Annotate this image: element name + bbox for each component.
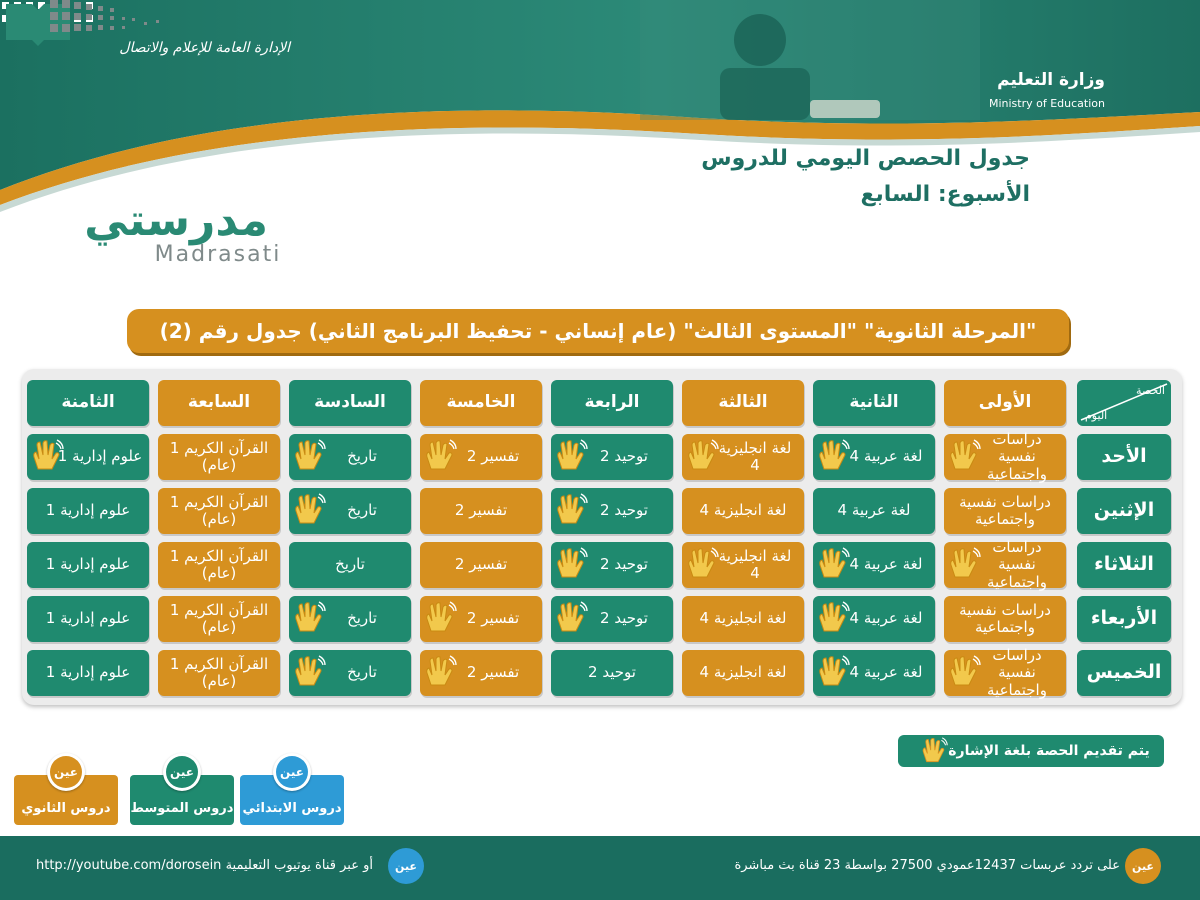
madrasati-name-arabic: مدرستي: [84, 195, 268, 246]
lesson-cell[interactable]: [813, 542, 935, 588]
lesson-subject: توحيد 2: [600, 555, 648, 574]
lesson-subject: دراسات نفسية واجتماعية: [987, 430, 1047, 483]
satellite-frequency-text: على تردد عربسات 12437عمودي 27500 بواسطة 23 قناة بث مباشرة: [734, 858, 1120, 873]
youtube-description: أو عبر قناة يوتيوب التعليمية: [225, 858, 373, 873]
lesson-subject: تاريخ: [335, 555, 365, 574]
lesson-subject: لغة انجليزية 4: [718, 438, 792, 474]
lesson-subject: القرآن الكريم 1 (عام): [169, 438, 269, 474]
day-label: الأربعاء: [1077, 596, 1171, 642]
ein-youtube-logo-icon: عين: [388, 848, 424, 884]
lesson-subject: توحيد 2: [600, 501, 648, 520]
period-header: الثامنة: [27, 380, 149, 426]
ein-channel-logo-icon: عين: [1125, 848, 1161, 884]
youtube-url-link[interactable]: http://youtube.com/dorosein: [36, 858, 222, 873]
stage-banner: [127, 309, 1069, 353]
period-header: الثانية: [813, 380, 935, 426]
lesson-subject: توحيد 2: [588, 663, 636, 682]
lesson-cell[interactable]: [420, 650, 542, 696]
ministry-name-arabic: وزارة التعليم: [997, 70, 1105, 90]
media-department-logo: الإدارة العامة للإعلام والاتصال: [119, 40, 290, 56]
ein-intermediate-lessons-label: دروس المتوسط: [130, 801, 234, 816]
lesson-subject: القرآن الكريم 1 (عام): [169, 492, 269, 528]
lesson-subject: تفسير 2: [454, 501, 508, 520]
lesson-cell[interactable]: [158, 596, 280, 642]
lesson-cell[interactable]: [27, 650, 149, 696]
ein-primary-lessons-label: دروس الابتدائي: [242, 801, 342, 816]
lesson-cell[interactable]: [420, 542, 542, 588]
day-label: الأحد: [1077, 434, 1171, 480]
lesson-subject: توحيد 2: [600, 609, 648, 628]
day-label: الإثنين: [1077, 488, 1171, 534]
lesson-cell[interactable]: [682, 434, 804, 480]
lesson-cell[interactable]: [289, 650, 411, 696]
lesson-cell[interactable]: [944, 538, 1066, 591]
ein-badge-icon: عين: [47, 753, 85, 791]
lesson-cell[interactable]: [944, 488, 1066, 534]
madrasati-name-english: Madrasati: [154, 242, 282, 267]
lesson-cell[interactable]: [289, 434, 411, 480]
lesson-subject: لغة عربية 4: [849, 609, 923, 628]
lesson-subject: لغة انجليزية 4: [699, 501, 787, 520]
lesson-subject: علوم إدارية 1: [45, 609, 131, 628]
ein-badge-icon: عين: [163, 753, 201, 791]
lesson-subject: تاريخ: [347, 501, 377, 520]
lesson-cell[interactable]: [420, 488, 542, 534]
lesson-subject: لغة عربية 4: [837, 501, 911, 520]
lesson-cell[interactable]: [551, 434, 673, 480]
sign-language-note-text: يتم تقديم الحصة بلغة الإشارة: [948, 743, 1150, 759]
ein-badge-icon: عين: [273, 753, 311, 791]
lesson-subject: علوم إدارية 1: [45, 663, 131, 682]
day-label: الثلاثاء: [1077, 542, 1171, 588]
period-header: السادسة: [289, 380, 411, 426]
corner-period-label: الحصة: [1136, 384, 1165, 397]
lesson-cell[interactable]: [158, 650, 280, 696]
lesson-subject: القرآن الكريم 1 (عام): [169, 546, 269, 582]
corner-day-label: اليوم: [1085, 409, 1108, 422]
ein-primary-lessons-button[interactable]: [240, 765, 344, 825]
lesson-cell[interactable]: [27, 596, 149, 642]
lesson-cell[interactable]: [27, 488, 149, 534]
lesson-cell[interactable]: [420, 596, 542, 642]
lesson-cell[interactable]: [158, 434, 280, 480]
period-header: السابعة: [158, 380, 280, 426]
lesson-cell[interactable]: [551, 542, 673, 588]
lesson-subject: تفسير 2: [466, 447, 520, 466]
ein-secondary-lessons-button[interactable]: [14, 765, 118, 825]
page-title: جدول الحصص اليومي للدروس: [701, 146, 1030, 171]
lesson-cell[interactable]: [551, 650, 673, 696]
lesson-subject: لغة انجليزية 4: [718, 546, 792, 582]
lesson-cell[interactable]: [682, 596, 804, 642]
lesson-cell[interactable]: [158, 542, 280, 588]
lesson-subject: توحيد 2: [600, 447, 648, 466]
lesson-subject: لغة عربية 4: [849, 555, 923, 574]
lesson-subject: تفسير 2: [466, 663, 520, 682]
lesson-cell[interactable]: [682, 542, 804, 588]
sign-language-note: [898, 735, 1164, 767]
lesson-subject: دراسات نفسية واجتماعية: [959, 492, 1051, 528]
lesson-subject: تاريخ: [347, 663, 377, 682]
schedule-corner-header: [1077, 380, 1171, 426]
period-header: الأولى: [944, 380, 1066, 426]
lesson-cell[interactable]: [944, 430, 1066, 483]
week-label: الأسبوع: السابع: [860, 182, 1030, 207]
ein-secondary-lessons-label: دروس الثانوي: [21, 801, 111, 816]
lesson-cell[interactable]: [813, 650, 935, 696]
lesson-cell[interactable]: [420, 434, 542, 480]
lesson-cell[interactable]: [944, 646, 1066, 699]
lesson-cell[interactable]: [813, 434, 935, 480]
lesson-subject: دراسات نفسية واجتماعية: [959, 600, 1051, 636]
lesson-cell[interactable]: [289, 488, 411, 534]
lesson-cell[interactable]: [813, 596, 935, 642]
lesson-subject: تاريخ: [347, 447, 377, 466]
lesson-subject: تفسير 2: [466, 609, 520, 628]
lesson-cell[interactable]: [813, 488, 935, 534]
period-header: الثالثة: [682, 380, 804, 426]
lesson-subject: دراسات نفسية واجتماعية: [987, 538, 1047, 591]
lesson-subject: لغة انجليزية 4: [699, 609, 787, 628]
lesson-cell[interactable]: [682, 488, 804, 534]
lesson-cell[interactable]: [682, 650, 804, 696]
ministry-name-english: Ministry of Education: [988, 97, 1105, 110]
lesson-subject: القرآن الكريم 1 (عام): [169, 600, 269, 636]
day-label: الخميس: [1077, 650, 1171, 696]
lesson-subject: علوم إدارية 1: [45, 501, 131, 520]
schedule-table: [22, 369, 1182, 705]
lesson-subject: علوم إدارية 1: [57, 447, 143, 466]
lesson-cell[interactable]: [551, 596, 673, 642]
sign-language-icon: [920, 737, 948, 765]
lesson-subject: دراسات نفسية واجتماعية: [987, 646, 1047, 699]
lesson-subject: لغة عربية 4: [849, 663, 923, 682]
lesson-cell[interactable]: [289, 542, 411, 588]
lesson-cell[interactable]: [27, 542, 149, 588]
lesson-subject: تاريخ: [347, 609, 377, 628]
ein-intermediate-lessons-button[interactable]: [130, 765, 234, 825]
lesson-cell[interactable]: [289, 596, 411, 642]
lesson-subject: علوم إدارية 1: [45, 555, 131, 574]
lesson-subject: لغة عربية 4: [849, 447, 923, 466]
lesson-subject: لغة انجليزية 4: [699, 663, 787, 682]
lesson-cell[interactable]: [158, 488, 280, 534]
lesson-subject: القرآن الكريم 1 (عام): [169, 654, 269, 690]
youtube-channel-text: [36, 858, 396, 873]
footer: [0, 836, 1200, 900]
lesson-subject: تفسير 2: [454, 555, 508, 574]
madrasati-logo-icon: [0, 0, 200, 110]
lesson-cell[interactable]: [27, 434, 149, 480]
lesson-cell[interactable]: [944, 596, 1066, 642]
period-header: الخامسة: [420, 380, 542, 426]
stage-banner-text: "المرحلة الثانوية" "المستوى الثالث" (عام إنساني - تحفيظ البرنامج الثاني) جدول رقم (2): [159, 319, 1037, 343]
lesson-cell[interactable]: [551, 488, 673, 534]
header: [0, 0, 1200, 300]
period-header: الرابعة: [551, 380, 673, 426]
